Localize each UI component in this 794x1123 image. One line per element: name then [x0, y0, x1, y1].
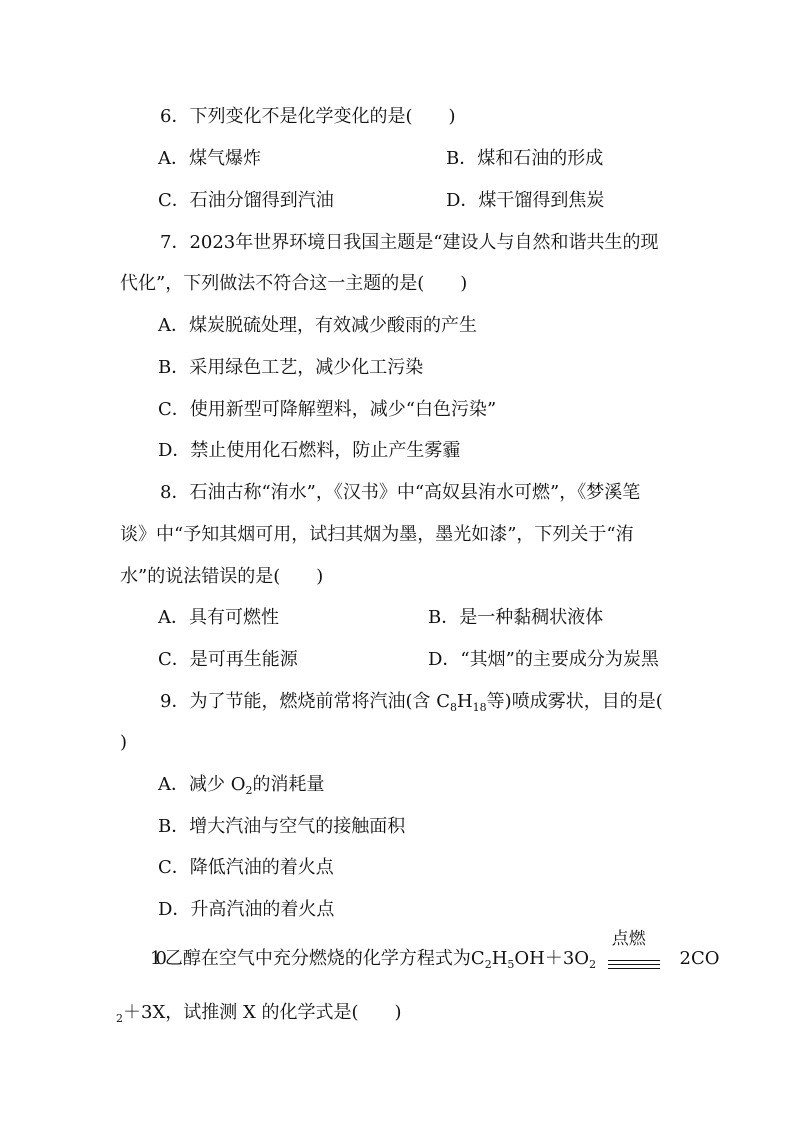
reaction-condition: 点燃: [611, 929, 646, 949]
q9-sub-c: 8: [449, 701, 457, 714]
q9-option-a: [158, 773, 324, 797]
q9-stem-line-1: [160, 690, 663, 714]
q10-line2-text: ＋3X，试推测 X 的化学式是( ): [123, 1002, 402, 1023]
q6-option-b: B．煤和石油的形成: [446, 148, 604, 169]
q7-option-b: B．采用绿色工艺，减少化工污染: [158, 357, 424, 378]
equals-bar-middle: [608, 964, 660, 965]
q10-sub-2: 5: [507, 958, 515, 971]
q10-product: 2CO: [679, 948, 720, 969]
q9-option-c: C．降低汽油的着火点: [158, 857, 334, 878]
q8-stem-line-2: 谈》中“予知其烟可用，试扫其烟为墨，墨光如漆”，下列关于“洧: [120, 524, 634, 545]
q7-option-c: C．使用新型可降解塑料，减少“白色污染”: [158, 399, 497, 420]
q8-stem-line-3: 水”的说法错误的是( ): [120, 566, 324, 587]
q7-option-d: D．禁止使用化石燃料，防止产生雾霾: [158, 440, 461, 461]
q10-line2-sub: 2: [116, 1012, 123, 1025]
q6-option-c: C．石油分馏得到汽油: [158, 190, 334, 211]
q9-sub-h: 18: [472, 701, 487, 714]
q7-stem-line-2: 代化”，下列做法不符合这一主题的是( ): [120, 273, 468, 294]
q9-stem-line-2: ): [120, 732, 128, 753]
q9-stem-h: H: [456, 691, 473, 712]
q9-option-a-post: 的消耗量: [252, 774, 325, 795]
q6-option-a: A．煤气爆炸: [158, 148, 261, 169]
q8-stem-line-1: 8．石油古称“洧水”，《汉书》中“高奴县洧水可燃”，《梦溪笔: [160, 482, 641, 503]
q10-stem-pre: 乙醇在空气中充分燃烧的化学方程式为C: [164, 948, 485, 969]
q10-stem-line-1: [150, 929, 720, 971]
q9-option-d: D．升高汽油的着火点: [158, 899, 335, 920]
q8-option-b: B．是一种黏稠状液体: [428, 607, 604, 628]
q10-sub-1: 2: [484, 958, 492, 971]
q10-sub-3: 2: [589, 958, 597, 971]
equals-bar-top: [608, 960, 660, 961]
q8-option-c: C．是可再生能源: [158, 649, 298, 670]
q10-oh: OH＋3O: [514, 948, 590, 969]
q7-stem-line-1: 7．2023年世界环境日我国主题是“建设人与自然和谐共生的现: [160, 232, 659, 253]
q6-stem: 6．下列变化不是化学变化的是( ): [160, 106, 456, 127]
q10-stem-line-2: [116, 1001, 402, 1025]
q8-option-a: A．具有可燃性: [158, 607, 279, 628]
q10-h: H: [491, 948, 508, 969]
q8-option-d: D．“其烟”的主要成分为炭黑: [428, 649, 659, 670]
q9-option-a-sub: 2: [245, 784, 253, 797]
q9-option-a-pre: A．减少 O: [158, 774, 246, 795]
q9-option-b: B．增大汽油与空气的接触面积: [158, 816, 406, 837]
q6-option-d: D．煤干馏得到焦炭: [446, 190, 605, 211]
q9-stem-pre: 9．为了节能，燃烧前常将汽油(含 C: [160, 691, 450, 712]
equals-bar-bottom: [608, 968, 660, 969]
reaction-condition-arrow: [608, 929, 660, 971]
q10-number: 10: [150, 948, 161, 969]
q7-option-a: A．煤炭脱硫处理，有效减少酸雨的产生: [158, 315, 477, 336]
q9-stem-post: 等)喷成雾状，目的是(: [486, 691, 663, 712]
